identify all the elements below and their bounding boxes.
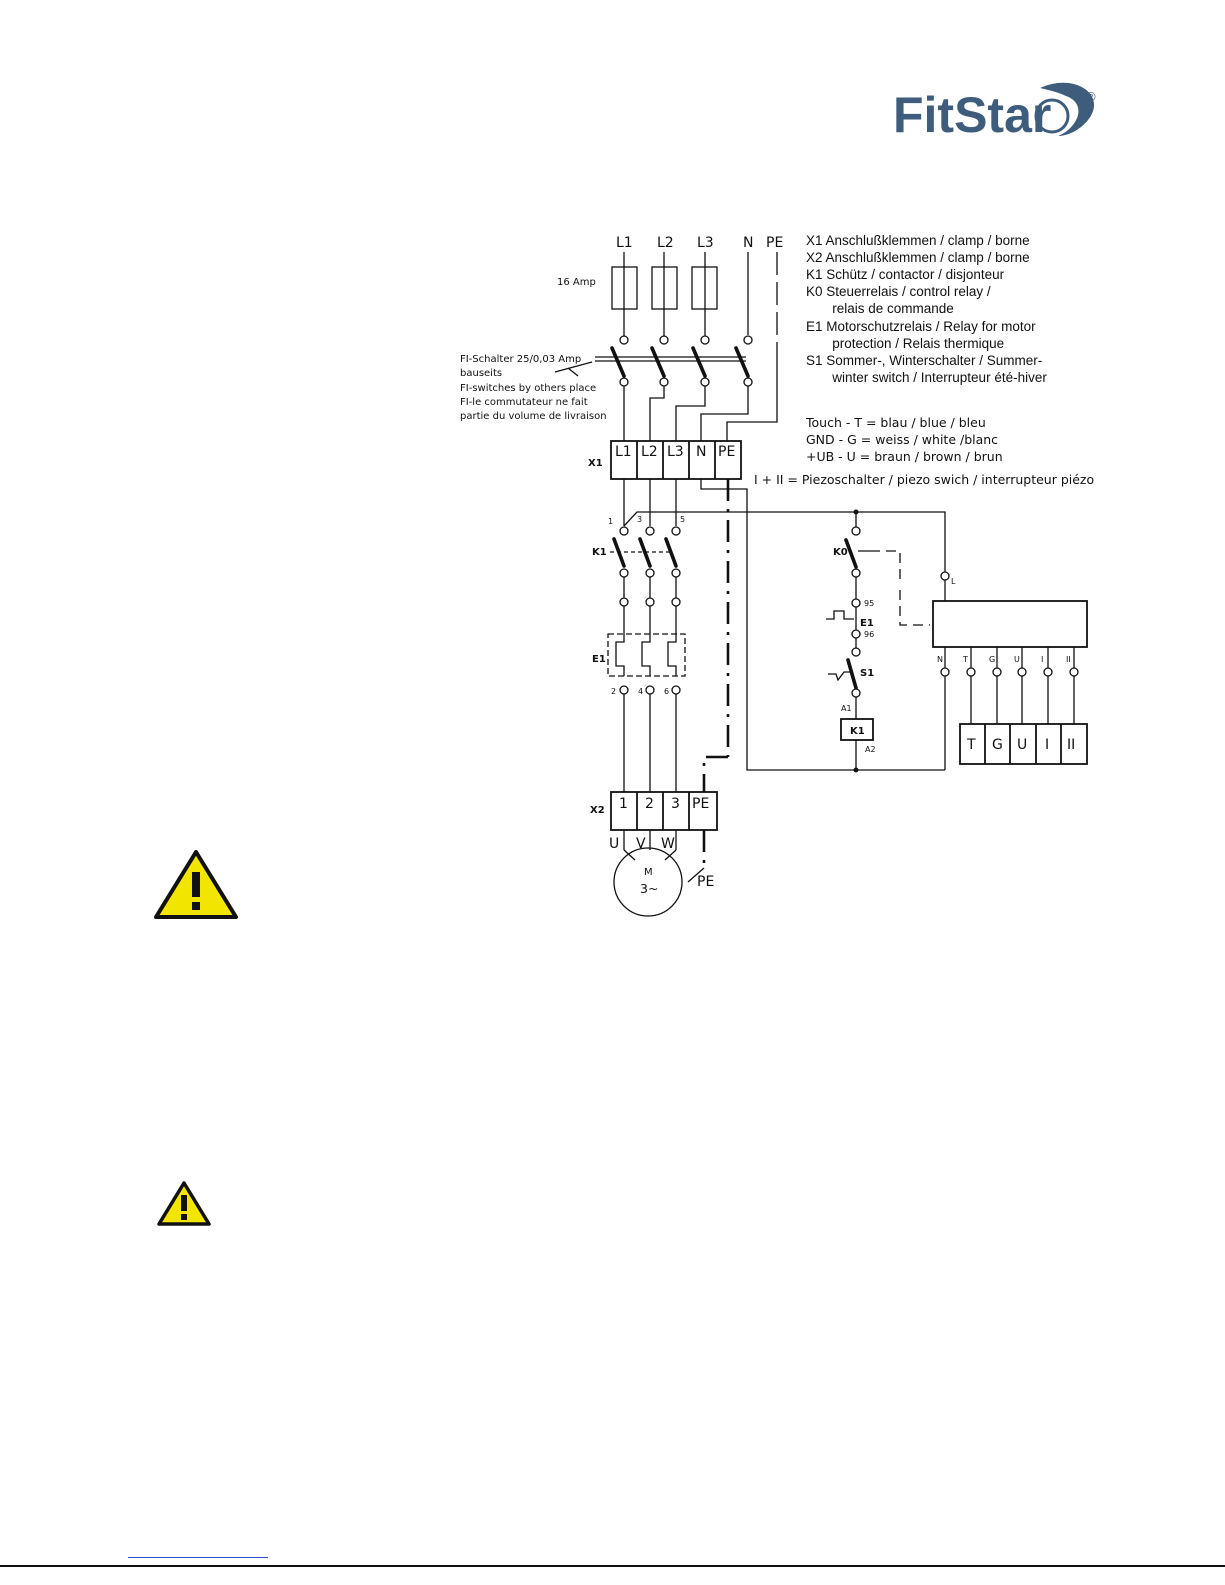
warning-sign-small bbox=[159, 1183, 209, 1224]
terminal-x1-label: X1 bbox=[588, 458, 603, 469]
rcd-switch bbox=[595, 336, 752, 386]
supply-label-l2: L2 bbox=[657, 235, 674, 251]
controller-pin-u: U bbox=[1014, 655, 1020, 664]
s1-label: S1 bbox=[860, 668, 875, 679]
control-live-wire bbox=[624, 512, 945, 572]
sensor-terminal-ii: II bbox=[1067, 737, 1076, 753]
rcd-leader-tick bbox=[568, 368, 578, 376]
legend bbox=[806, 233, 1047, 385]
x1-cell-n: N bbox=[696, 444, 707, 460]
terminal-x1 bbox=[588, 441, 741, 479]
e1-pin-6: 6 bbox=[664, 687, 670, 696]
piezo-note: I + II = Piezoschalter / piezo swich / interrupteur piézo bbox=[754, 472, 1095, 487]
x1-cell-l3: L3 bbox=[667, 444, 684, 460]
k1-coil-a2: A2 bbox=[865, 745, 876, 754]
legend-line: E1 Motorschutzrelais / Relay for motor bbox=[806, 319, 1036, 334]
terminal-x2-label: X2 bbox=[590, 805, 605, 816]
e1-contact-96: 96 bbox=[864, 630, 875, 639]
control-circuit bbox=[826, 510, 945, 773]
x1-cell-l2: L2 bbox=[641, 444, 658, 460]
x1-cell-l1: L1 bbox=[615, 444, 632, 460]
sensor-terminal-g: G bbox=[992, 737, 1003, 753]
rcd-note-line: FI-Schalter 25/0,03 Amp bbox=[460, 354, 582, 365]
k1-pin-1: 1 bbox=[608, 517, 614, 526]
motor-lead-w: W bbox=[661, 836, 675, 852]
legend-line: K1 Schütz / contactor / disjonteur bbox=[806, 267, 1005, 282]
sensor-terminal-t: T bbox=[967, 737, 976, 753]
e1-label: E1 bbox=[592, 654, 606, 665]
supply-label-l3: L3 bbox=[697, 235, 714, 251]
controller-pin-i: I bbox=[1041, 655, 1044, 664]
rcd-note-line: FI-le commutateur ne fait bbox=[460, 397, 588, 408]
x2-cell-1: 1 bbox=[619, 796, 628, 812]
terminal-x2 bbox=[590, 792, 717, 882]
warning-sign-large bbox=[156, 852, 236, 917]
x2-cell-2: 2 bbox=[645, 796, 654, 812]
rcd-note-line: bauseits bbox=[460, 368, 503, 379]
motor-lead-u: U bbox=[609, 836, 620, 852]
wire-color-notes bbox=[754, 415, 1094, 487]
overload-e1 bbox=[592, 606, 685, 792]
supply-wires bbox=[624, 252, 777, 335]
sensor-terminals bbox=[960, 724, 1087, 764]
wire-color-note: +UB - U = braun / brown / brun bbox=[806, 449, 1003, 464]
motor-label-phases: 3~ bbox=[640, 881, 659, 896]
k1-pin-3: 3 bbox=[637, 515, 643, 524]
wire-color-note: GND - G = weiss / white /blanc bbox=[806, 432, 999, 447]
fuse-rating: 16 Amp bbox=[557, 277, 596, 288]
s1-actuator-icon bbox=[828, 672, 850, 680]
e1-contact-95: 95 bbox=[864, 599, 875, 608]
controller-pin-l: L bbox=[951, 577, 956, 586]
legend-line: winter switch / Interrupteur été-hiver bbox=[806, 370, 1047, 385]
motor bbox=[614, 848, 714, 916]
fuses bbox=[612, 267, 717, 336]
sensor-terminal-u: U bbox=[1017, 737, 1028, 753]
supply-label-l1: L1 bbox=[616, 235, 633, 251]
controller-pin-ii: II bbox=[1066, 655, 1071, 664]
contactor-k1 bbox=[592, 515, 685, 606]
k1-feed-wires bbox=[624, 479, 945, 792]
legend-line: protection / Relais thermique bbox=[806, 336, 1005, 351]
e1-pin-2: 2 bbox=[611, 687, 617, 696]
neutral-wire bbox=[701, 479, 856, 770]
rcd-note bbox=[460, 354, 607, 422]
k1-coil-label: K1 bbox=[850, 726, 865, 737]
legend-line: S1 Sommer-, Winterschalter / Summer- bbox=[806, 353, 1043, 368]
e1-contact-label: E1 bbox=[860, 618, 874, 629]
logo-text: FitStar bbox=[893, 87, 1052, 143]
k0-label: K0 bbox=[833, 547, 848, 558]
wire-color-note: Touch - T = blau / blue / bleu bbox=[806, 415, 986, 430]
k1-coil-a1: A1 bbox=[841, 704, 852, 713]
motor-lead-v: V bbox=[636, 836, 646, 852]
x2-cell-pe: PE bbox=[692, 796, 710, 812]
controller-box bbox=[933, 601, 1087, 647]
x1-cell-pe: PE bbox=[718, 444, 736, 460]
legend-line: K0 Steuerrelais / control relay / bbox=[806, 284, 991, 299]
legend-line: X2 Anschlußklemmen / clamp / borne bbox=[806, 250, 1030, 265]
sensor-terminal-i: I bbox=[1045, 737, 1050, 753]
registered-mark: ® bbox=[1086, 89, 1096, 104]
controller-pin-n: N bbox=[937, 655, 943, 664]
controller bbox=[933, 572, 1087, 724]
supply-labels bbox=[557, 235, 783, 288]
k1-label: K1 bbox=[592, 547, 607, 558]
footer-link-underline bbox=[128, 1557, 268, 1558]
fitstar-logo bbox=[893, 83, 1096, 143]
e1-pin-4: 4 bbox=[638, 687, 644, 696]
legend-line: relais de commande bbox=[806, 301, 954, 316]
footer-rule bbox=[0, 1565, 1225, 1567]
x2-cell-3: 3 bbox=[671, 796, 680, 812]
rcd-note-line: FI-switches by others place bbox=[460, 383, 597, 394]
supply-label-pe: PE bbox=[766, 235, 784, 251]
controller-pin-t: T bbox=[963, 655, 968, 664]
rcd-note-line: partie du volume de livraison bbox=[460, 411, 607, 422]
controller-pin-g: G bbox=[989, 655, 996, 664]
legend-line: X1 Anschlußklemmen / clamp / borne bbox=[806, 233, 1030, 248]
k1-pin-5: 5 bbox=[680, 515, 686, 524]
motor-pe-label: PE bbox=[697, 874, 715, 890]
supply-label-n: N bbox=[743, 235, 754, 251]
motor-label-m: M bbox=[644, 867, 653, 878]
